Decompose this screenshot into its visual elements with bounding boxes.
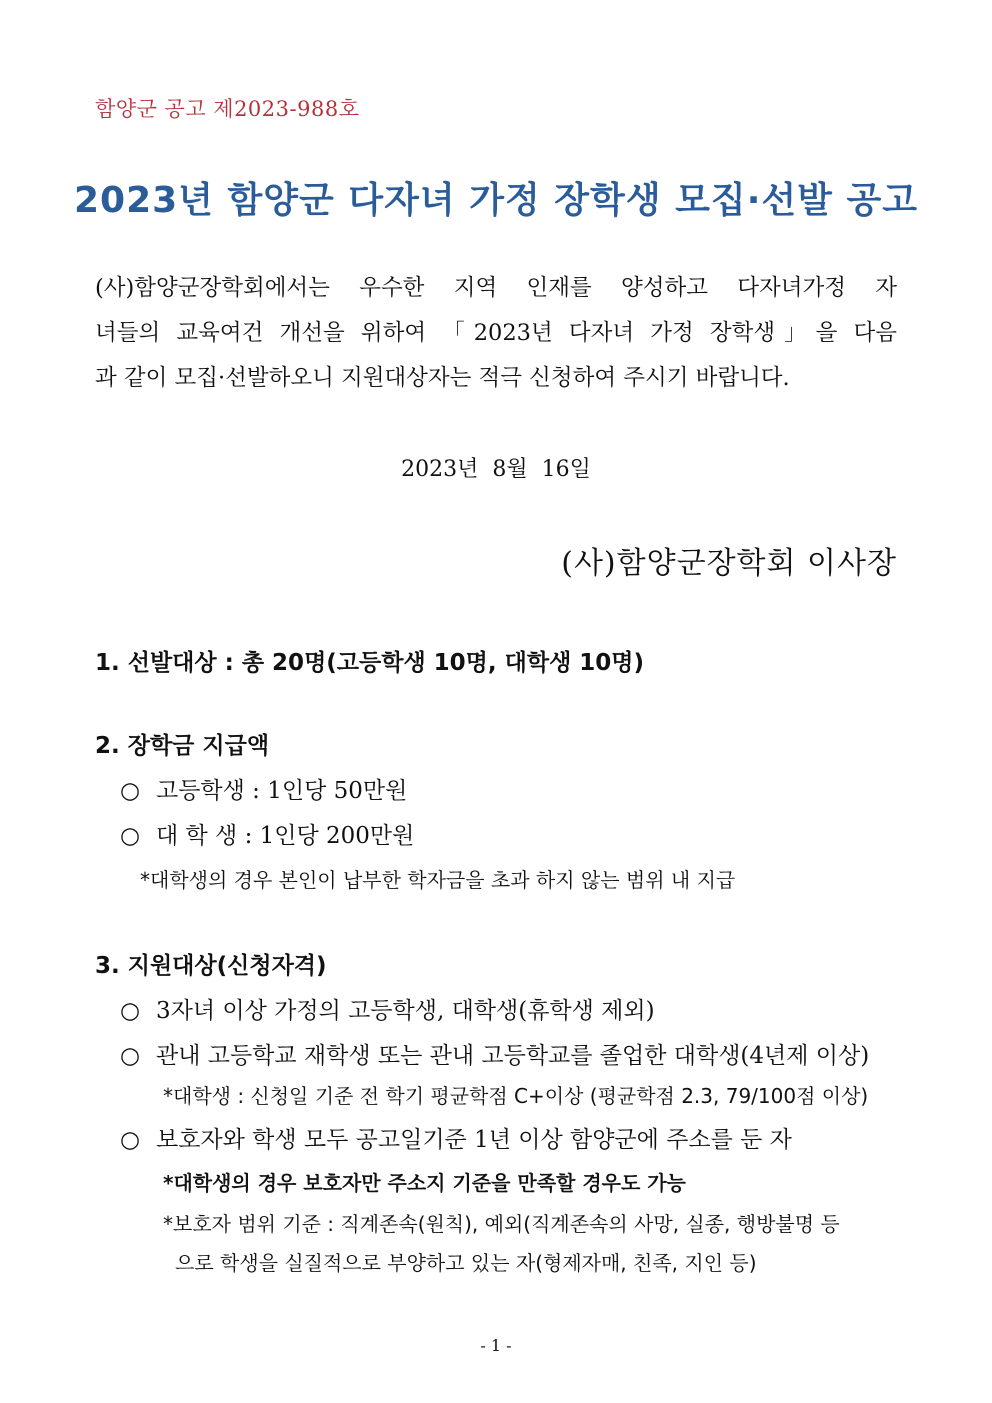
circle-bullet-icon: ○ [120, 778, 141, 804]
circle-bullet-icon: ○ [120, 998, 141, 1024]
intro-line-1: (사)함양군장학회에서는 우수한 지역 인재를 양성하고 다자녀가정 자 [95, 275, 897, 301]
section-3-item-1 [120, 992, 655, 1025]
item-text: 고등학생 : 1인당 50만원 [156, 778, 408, 804]
section-1-heading: 1. 선발대상 : 총 20명(고등학생 10명, 대학생 10명) [95, 650, 645, 676]
section-2-item-1 [120, 772, 407, 805]
item-text: 관내 고등학교 재학생 또는 관내 고등학교를 졸업한 대학생(4년제 이상) [156, 1043, 870, 1069]
section-3-note-gpa: *대학생 : 신청일 기준 전 학기 평균학점 C+이상 (평균학점 2.3, 79/100점 이상) [163, 1084, 869, 1108]
section-3-note-bold: *대학생의 경우 보호자만 주소지 기준을 만족할 경우도 가능 [163, 1171, 686, 1195]
intro-line-3: 과 같이 모집·선발하오니 지원대상자는 적극 신청하여 주시기 바랍니다. [95, 365, 790, 391]
page-title: 2023년 함양군 다자녀 가정 장학생 모집·선발 공고 [73, 180, 919, 221]
page-number: - 1 - [480, 1336, 512, 1355]
section-3-note-guardian-1: *보호자 범위 기준 : 직계존속(원칙), 예외(직계존속의 사망, 실종, 행방불명 등 [163, 1212, 840, 1236]
item-text: 3자녀 이상 가정의 고등학생, 대학생(휴학생 제외) [156, 998, 655, 1024]
circle-bullet-icon: ○ [120, 1127, 141, 1153]
section-2-item-2 [120, 817, 414, 850]
section-3-note-guardian-2: 으로 학생을 실질적으로 부양하고 있는 자(형제자매, 친족, 지인 등) [175, 1251, 757, 1275]
section-2-note: *대학생의 경우 본인이 납부한 학자금을 초과 하지 않는 범위 내 지급 [140, 868, 736, 892]
section-3-item-3 [120, 1121, 792, 1154]
item-text: 보호자와 학생 모두 공고일기준 1년 이상 함양군에 주소를 둔 자 [156, 1127, 792, 1153]
section-2-heading: 2. 장학금 지급액 [95, 733, 270, 759]
signer: (사)함양군장학회 이사장 [561, 546, 897, 581]
notice-date: 2023년 8월 16일 [401, 457, 591, 482]
circle-bullet-icon: ○ [120, 1043, 141, 1069]
intro-line-2: 녀들의 교육여건 개선을 위하여 「2023년 다자녀 가정 장학생」을 다음 [95, 320, 897, 346]
section-3-heading: 3. 지원대상(신청자격) [95, 953, 327, 979]
circle-bullet-icon: ○ [120, 823, 141, 849]
notice-number: 함양군 공고 제2023-988호 [95, 97, 360, 121]
section-3-item-2 [120, 1037, 869, 1070]
item-text: 대 학 생 : 1인당 200만원 [156, 823, 415, 849]
